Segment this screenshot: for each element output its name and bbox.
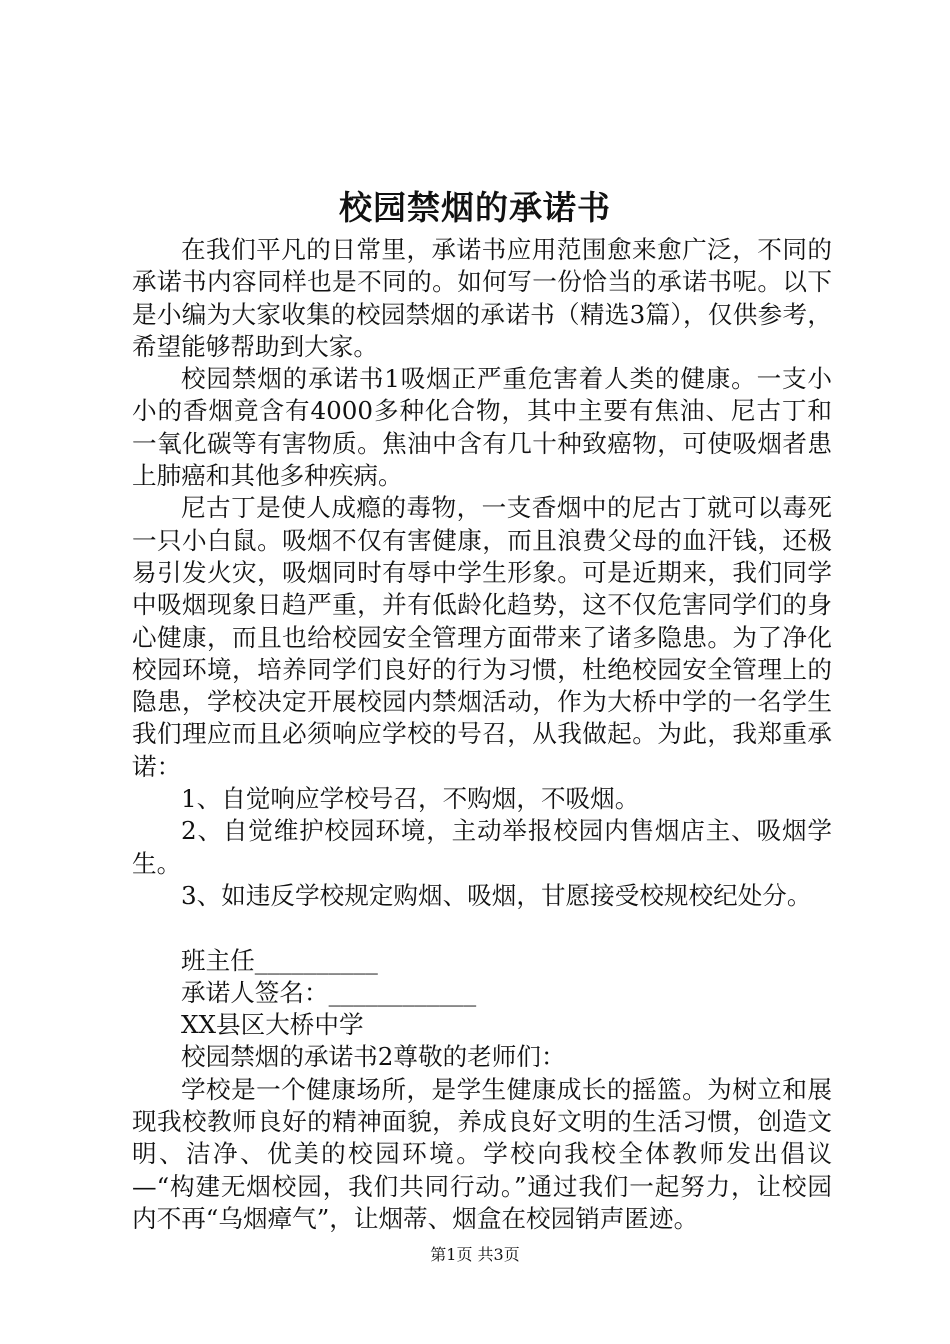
intro-paragraph: 在我们平凡的日常里，承诺书应用范围愈来愈广泛，不同的承诺书内容同样也是不同的。如何写一份恰当的承诺书呢。以下是小编为大家收集的校园禁烟的承诺书（精选3篇），仅供参考，希望能够帮助到大家。 [132,235,832,361]
document-body [132,234,832,1235]
signature-school: XX县区大桥中学 [181,1010,364,1040]
page-footer: 第1页 共3页 [430,1245,520,1264]
promise-item-1: 1、自觉响应学校号召，不购烟，不吸烟。 [181,784,640,814]
letter2-paragraph-1: 学校是一个健康场所，是学生健康成长的摇篮。为树立和展现我校教师良好的精神面貌，养成良好文明的生活习惯，创造文明、洁净、优美的校园环境。学校向我校全体教师发出倡议—“构建无烟校园，我们共同行动。”通过我们一起努力，让校园内不再“乌烟瘴气”，让烟蒂、烟盒在校园销声匿迹。 [132,1074,832,1233]
document-title: 校园禁烟的承诺书 [339,188,611,227]
signature-promiser: 承诺人签名：____________ [181,977,477,1007]
letter1-paragraph-2: 尼古丁是使人成瘾的毒物，一支香烟中的尼古丁就可以毒死一只小白鼠。吸烟不仅有害健康，而且浪费父母的血汗钱，还极易引发火灾，吸烟同时有辱中学生形象。可是近期来，我们同学中吸烟现象日趋严重，并有低龄化趋势，这不仅危害同学们的身心健康，而且也给校园安全管理方面带来了诸多隐患。为了净化校园环境，培养同学们良好的行为习惯，杜绝校园安全管理上的隐患，学校决定开展校园内禁烟活动，作为大桥中学的一名学生我们理应而且必须响应学校的号召，从我做起。为此，我郑重承诺： [132,493,832,781]
promise-item-3: 3、如违反学校规定购烟、吸烟，甘愿接受校规校纪处分。 [181,880,812,910]
letter2-salutation: 校园禁烟的承诺书2尊敬的老师们： [181,1042,566,1072]
letter1-paragraph-1: 校园禁烟的承诺书1吸烟正严重危害着人类的健康。一支小小的香烟竟含有4000多种化合物，其中主要有焦油、尼古丁和一氧化碳等有害物质。焦油中含有几十种致癌物，可使吸烟者患上肺癌和其他多种疾病。 [132,364,832,491]
signature-teacher: 班主任__________ [181,945,378,975]
promise-item-2: 2、自觉维护校园环境，主动举报校园内售烟店主、吸烟学生。 [132,816,832,878]
